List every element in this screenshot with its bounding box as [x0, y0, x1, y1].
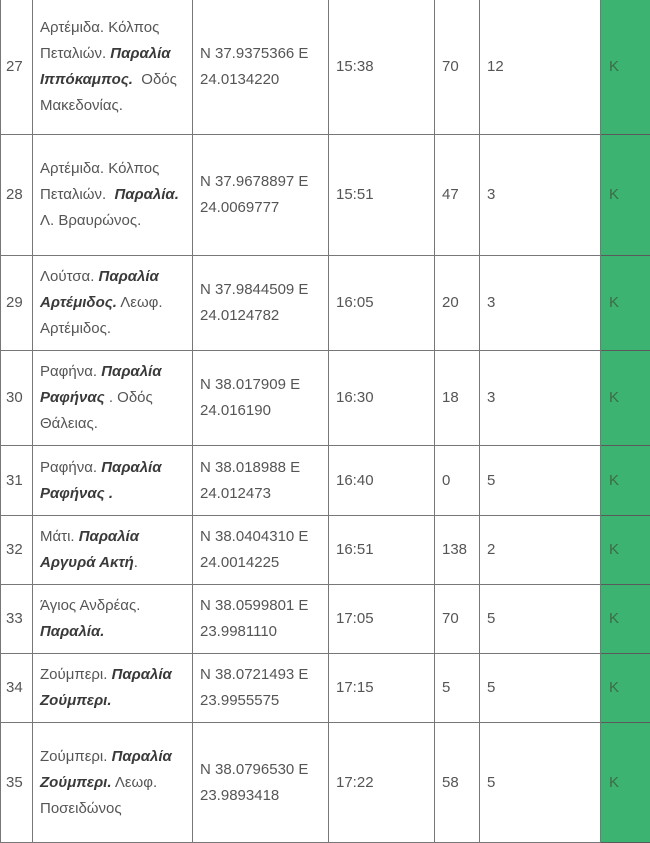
location-text: Ζούμπερι. [40, 666, 112, 683]
latitude: N 38.0599801 E [200, 597, 308, 614]
row-number: 31 [1, 446, 33, 516]
grade-cell: K [601, 135, 650, 256]
location-text: Ραφήνα. [40, 459, 101, 476]
beach-name: Παραλία Ζούμπερι. [40, 748, 172, 791]
latitude: N 38.0721493 E [200, 666, 308, 683]
location-text: Λεωφ. Αρτέμιδος. [40, 294, 166, 337]
location-text: Αρτέμιδα. Κόλπος Πεταλιών. [40, 19, 164, 62]
row-number: 32 [1, 516, 33, 585]
location-cell [33, 585, 193, 654]
latitude: N 38.017909 E [200, 376, 300, 393]
location-cell [33, 723, 193, 843]
table-row [1, 256, 650, 351]
row-number: 28 [1, 135, 33, 256]
value-cell-2: 5 [480, 446, 601, 516]
location-text: Οδός Μακεδονίας. [40, 71, 185, 114]
grade-cell: K [601, 446, 650, 516]
row-number: 33 [1, 585, 33, 654]
row-number: 29 [1, 256, 33, 351]
beach-name: Παραλία. [40, 623, 104, 640]
time-cell: 17:22 [329, 723, 435, 843]
longitude: 23.9893418 [200, 787, 279, 804]
grade-cell: K [601, 256, 650, 351]
latitude: N 38.0796530 E [200, 761, 308, 778]
longitude: 24.0014225 [200, 554, 279, 571]
value-cell-1: 18 [435, 351, 480, 446]
coordinates-cell [193, 351, 329, 446]
value-cell-2: 3 [480, 135, 601, 256]
beach-name: Παραλία Ζούμπερι. [40, 666, 172, 709]
value-cell-1: 58 [435, 723, 480, 843]
beach-name: Παραλία Αργυρά Ακτή [40, 528, 139, 571]
table-row [1, 0, 650, 135]
longitude: 23.9955575 [200, 692, 279, 709]
location-text: Ραφήνα. [40, 363, 101, 380]
location-text: Αρτέμιδα. Κόλπος Πεταλιών. [40, 160, 164, 203]
latitude: N 37.9375366 E [200, 45, 308, 62]
longitude: 24.0124782 [200, 307, 279, 324]
latitude: N 37.9844509 E [200, 281, 308, 298]
time-cell: 15:51 [329, 135, 435, 256]
location-text: Λούτσα. [40, 268, 99, 285]
grade-cell: K [601, 516, 650, 585]
beach-name: Παραλία Ραφήνας . [40, 459, 162, 502]
time-cell: 16:05 [329, 256, 435, 351]
coordinates-cell [193, 135, 329, 256]
value-cell-1: 20 [435, 256, 480, 351]
value-cell-1: 0 [435, 446, 480, 516]
value-cell-2: 5 [480, 723, 601, 843]
table-row [1, 446, 650, 516]
value-cell-2: 5 [480, 585, 601, 654]
row-number: 30 [1, 351, 33, 446]
value-cell-1: 138 [435, 516, 480, 585]
value-cell-2: 2 [480, 516, 601, 585]
location-text: . [134, 554, 138, 571]
table-row [1, 585, 650, 654]
location-cell [33, 256, 193, 351]
location-cell [33, 654, 193, 723]
row-number: 34 [1, 654, 33, 723]
time-cell: 16:30 [329, 351, 435, 446]
beach-name: Παραλία Ιππόκαμπος. [40, 45, 171, 88]
coordinates-cell [193, 256, 329, 351]
table-row [1, 654, 650, 723]
beach-name: Παραλία. [114, 186, 178, 203]
location-text: Λ. Βραυρώνος. [40, 186, 182, 229]
beach-name: Παραλία Αρτέμιδος. [40, 268, 159, 311]
coordinates-cell [193, 585, 329, 654]
row-number: 35 [1, 723, 33, 843]
grade-cell: K [601, 0, 650, 135]
coordinates-cell [193, 0, 329, 135]
location-cell [33, 351, 193, 446]
time-cell: 15:38 [329, 0, 435, 135]
table-row [1, 135, 650, 256]
location-text: Άγιος Ανδρέας. [40, 597, 145, 614]
longitude: 24.0069777 [200, 199, 279, 216]
location-cell [33, 0, 193, 135]
coordinates-cell [193, 723, 329, 843]
value-cell-2: 3 [480, 256, 601, 351]
value-cell-2: 12 [480, 0, 601, 135]
location-text: Λεωφ. Ποσειδώνος [40, 774, 161, 817]
coordinates-cell [193, 654, 329, 723]
latitude: N 38.0404310 E [200, 528, 308, 545]
value-cell-1: 5 [435, 654, 480, 723]
grade-cell: K [601, 654, 650, 723]
table-row [1, 351, 650, 446]
table-row [1, 723, 650, 843]
grade-cell: K [601, 585, 650, 654]
value-cell-1: 70 [435, 0, 480, 135]
coordinates-cell [193, 516, 329, 585]
latitude: N 38.018988 E [200, 459, 300, 476]
time-cell: 17:05 [329, 585, 435, 654]
table-row [1, 516, 650, 585]
location-cell [33, 516, 193, 585]
longitude: 23.9981110 [200, 623, 277, 640]
longitude: 24.012473 [200, 485, 271, 502]
longitude: 24.0134220 [200, 71, 279, 88]
location-text: . Οδός Θάλειας. [40, 389, 157, 432]
location-text: Ζούμπερι. [40, 748, 112, 765]
location-cell [33, 135, 193, 256]
value-cell-1: 70 [435, 585, 480, 654]
beach-name: Παραλία Ραφήνας [40, 363, 162, 406]
value-cell-2: 3 [480, 351, 601, 446]
grade-cell: K [601, 723, 650, 843]
time-cell: 16:40 [329, 446, 435, 516]
latitude: N 37.9678897 E [200, 173, 308, 190]
row-number: 27 [1, 0, 33, 135]
value-cell-2: 5 [480, 654, 601, 723]
time-cell: 17:15 [329, 654, 435, 723]
time-cell: 16:51 [329, 516, 435, 585]
longitude: 24.016190 [200, 402, 271, 419]
location-text: Μάτι. [40, 528, 79, 545]
coordinates-cell [193, 446, 329, 516]
value-cell-1: 47 [435, 135, 480, 256]
grade-cell: K [601, 351, 650, 446]
location-cell [33, 446, 193, 516]
